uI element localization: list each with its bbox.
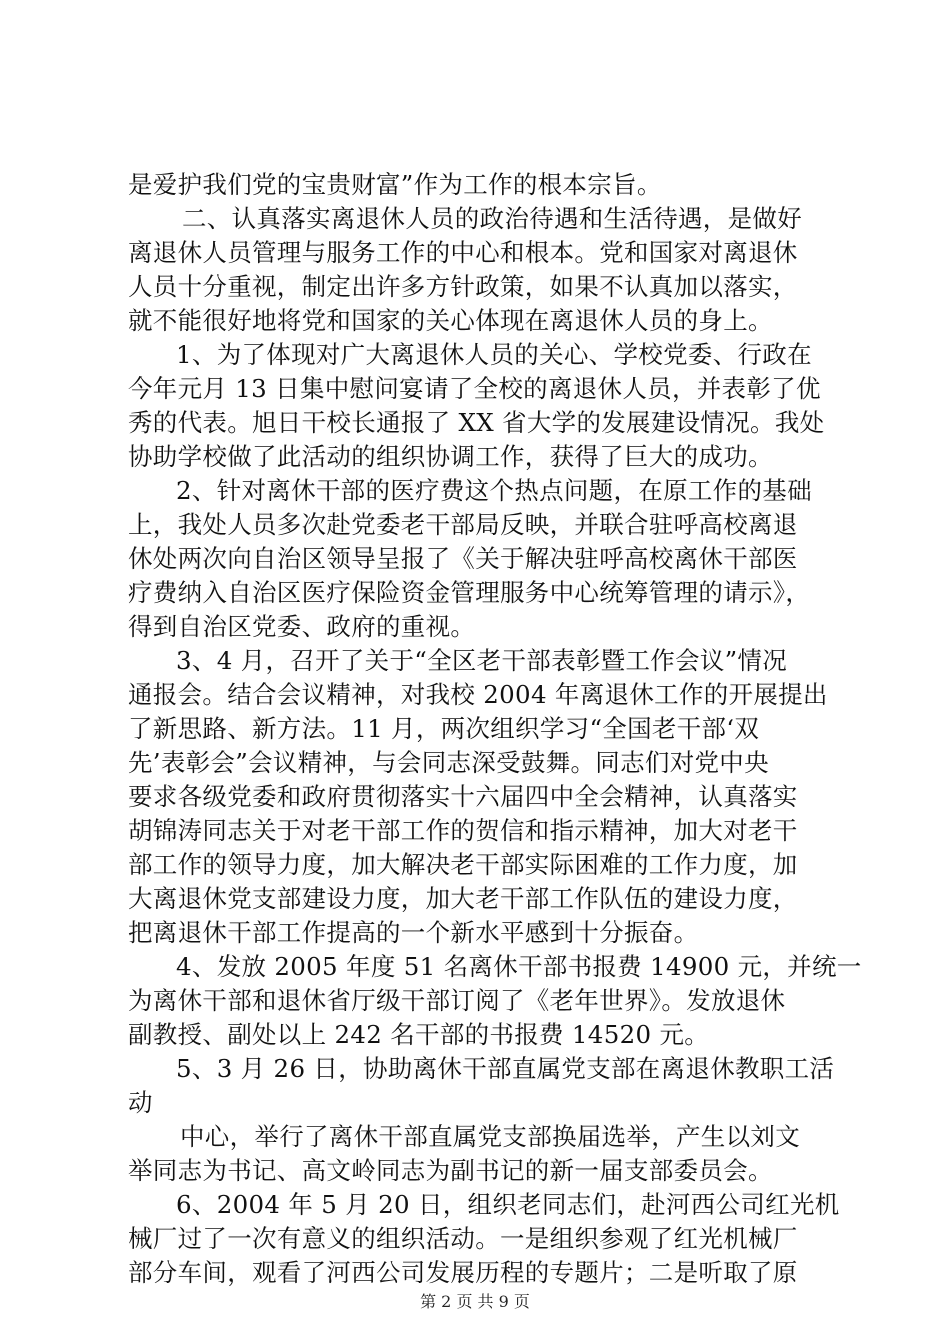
text-line: 是爱护我们党的宝贵财富”作为工作的根本宗旨。 [128,170,662,199]
text-line: 先’表彰会”会议精神，与会同志深受鼓舞。同志们对党中央 [128,748,769,777]
text-line: 要求各级党委和政府贯彻落实十六届四中全会精神，认真落实 [128,782,798,811]
text-line: 1、为了体现对广大离退休人员的关心、学校党委、行政在 [176,340,812,369]
text-line: 人员十分重视，制定出许多方针政策，如果不认真加以落实， [128,272,798,301]
text-line: 大离退休党支部建设力度，加大老干部工作队伍的建设力度， [128,884,798,913]
page-number-footer: 第 2 页 共 9 页 [420,1292,530,1311]
text-line: 协助学校做了此活动的组织协调工作，获得了巨大的成功。 [128,442,773,471]
text-line: 举同志为书记、高文岭同志为副书记的新一届支部委员会。 [128,1156,773,1185]
text-line: 4、发放 2005 年度 51 名离休干部书报费 14900 元，并统一 [176,952,862,981]
text-line: 动 [128,1088,153,1117]
text-line: 就不能很好地将党和国家的关心体现在离退休人员的身上。 [128,306,773,335]
text-line: 把离退休干部工作提高的一个新水平感到十分振奋。 [128,918,699,947]
text-line: 今年元月 13 日集中慰问宴请了全校的离退休人员，并表彰了优 [128,374,821,403]
text-line: 秀的代表。旭日干校长通报了 XX 省大学的发展建设情况。我处 [128,408,825,437]
text-line: 3、4 月，召开了关于“全区老干部表彰暨工作会议”情况 [176,646,788,675]
text-line: 5、3 月 26 日，协助离休干部直属党支部在离退休教职工活 [176,1054,835,1083]
text-line: 二、认真落实离退休人员的政治待遇和生活待遇，是做好 [182,204,802,233]
text-line: 休处两次向自治区领导呈报了《关于解决驻呼高校离休干部医 [128,544,798,573]
text-line: 了新思路、新方法。11 月，两次组织学习“全国老干部‘双 [128,714,760,743]
text-line: 得到自治区党委、政府的重视。 [128,612,476,641]
text-line: 副教授、副处以上 242 名干部的书报费 14520 元。 [128,1020,710,1049]
text-line: 6、2004 年 5 月 20 日，组织老同志们，赴河西公司红光机 [176,1190,840,1219]
text-line: 上，我处人员多次赴党委老干部局反映，并联合驻呼高校离退 [128,510,798,539]
text-line: 胡锦涛同志关于对老干部工作的贺信和指示精神，加大对老干 [128,816,798,845]
text-line: 中心，举行了离休干部直属党支部换届选举，产生以刘文 [180,1122,800,1151]
text-line: 疗费纳入自治区医疗保险资金管理服务中心统筹管理的请示》， [128,578,811,607]
document-body [128,168,862,1290]
text-line: 通报会。结合会议精神，对我校 2004 年离退休工作的开展提出 [128,680,828,709]
text-line: 离退休人员管理与服务工作的中心和根本。党和国家对离退休 [128,238,798,267]
text-line: 部分车间，观看了河西公司发展历程的专题片；二是听取了原 [128,1258,798,1287]
text-line: 为离休干部和退休省厅级干部订阅了《老年世界》。发放退休 [128,986,786,1015]
text-line: 2、针对离休干部的医疗费这个热点问题，在原工作的基础 [176,476,812,505]
text-line: 部工作的领导力度，加大解决老干部实际困难的工作力度，加 [128,850,798,879]
text-line: 械厂过了一次有意义的组织活动。一是组织参观了红光机械厂 [128,1224,798,1253]
